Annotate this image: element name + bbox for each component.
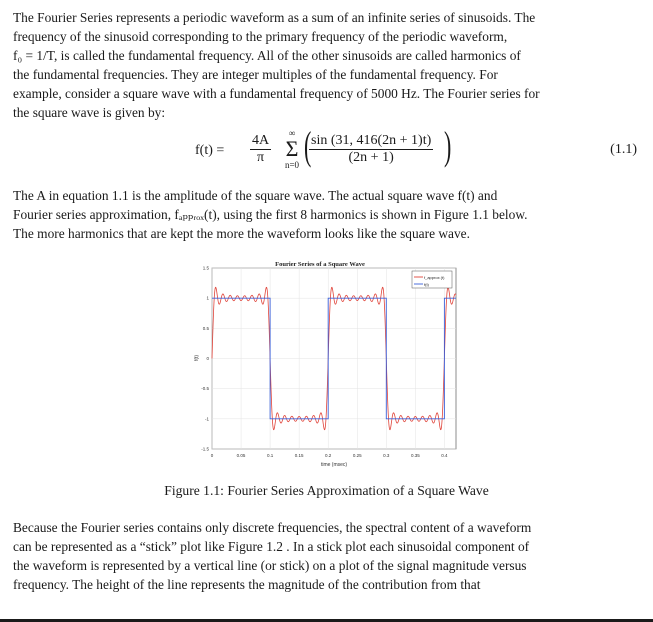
left-parenthesis: ( (303, 123, 312, 168)
intro-paragraph (13, 8, 641, 122)
text-line: Because the Fourier series contains only discrete frequencies, the spectral content of a waveform (13, 520, 532, 535)
fourier-equation (195, 123, 495, 180)
coefficient-fraction (250, 133, 271, 166)
text-line: The Fourier Series represents a periodic waveform as a sum of an infinite series of sinusoids. The (13, 10, 536, 25)
y-tick-label: 1 (206, 295, 209, 301)
coefficient-denominator: π (257, 150, 265, 165)
y-tick-labels (201, 266, 209, 452)
text-line: f₀ = 1/T, is called the fundamental frequency. All of the other sinusoids are called harmonics of (13, 48, 521, 63)
term-fraction (309, 133, 433, 166)
x-tick-label: 0.1 (266, 453, 274, 458)
x-tick-label: 0.25 (352, 453, 362, 458)
y-tick-label: 1.5 (202, 265, 209, 271)
right-parenthesis: ) (443, 123, 452, 168)
x-tick-label: 0.3 (383, 453, 390, 458)
y-tick-label: -1 (204, 416, 209, 422)
text-line: the waveform is represented by a vertical line (or stick) on a plot of the signal magnitude versus (13, 558, 527, 573)
text-line: can be represented as a “stick” plot like Figure 1.2 . In a stick plot each sinusoidal component of (13, 539, 530, 554)
x-axis-label: time (msec) (320, 462, 348, 468)
second-paragraph (13, 186, 641, 243)
coefficient-numerator: 4A (252, 133, 270, 148)
x-tick-label: 0.15 (294, 453, 304, 458)
summation (277, 128, 307, 170)
y-tick-label: -1.5 (201, 446, 209, 452)
term-denominator: (2n + 1) (348, 150, 394, 165)
text-line: The more harmonics that are kept the more the waveform looks like the square wave. (13, 226, 470, 241)
y-tick-label: 0 (206, 356, 209, 361)
chart-legend (412, 271, 452, 288)
text-line: the square wave is given by: (13, 105, 166, 120)
chart-title: Fourier Series of a Square Wave (275, 261, 365, 268)
third-paragraph (13, 518, 641, 594)
x-tick-labels (211, 453, 448, 458)
text-line: example, consider a square wave with a fundamental frequency of 5000 Hz. The Fourier series for (13, 86, 540, 101)
x-tick-label: 0 (210, 453, 214, 458)
x-tick-label: 0.35 (410, 453, 420, 458)
legend-label-approx: f_approx (t) (424, 275, 445, 280)
y-tick-label: 0.5 (202, 325, 209, 331)
text-line: frequency. The height of the line represents the magnitude of the contribution from that (13, 577, 481, 592)
text-line: Fourier series approximation, fₐₚₚᵣₒₓ(t), using the first 8 harmonics is shown in Figure 1.1 below. (13, 207, 528, 222)
text-line: the fundamental frequencies. They are integer multiples of the fundamental frequency. For (13, 67, 498, 82)
figure-caption: Figure 1.1: Fourier Series Approximation of a Square Wave (164, 483, 489, 498)
summation-upper-limit: ∞ (288, 128, 296, 138)
y-axis-label: f(t) (194, 354, 200, 362)
x-tick-label: 0.05 (236, 453, 246, 458)
equation-lhs: f(t) = (195, 143, 225, 158)
y-tick-label: -0.5 (201, 386, 209, 392)
text-line: The A in equation 1.1 is the amplitude of the square wave. The actual square wave f(t) and (13, 188, 498, 203)
summation-symbol: Σ (285, 136, 299, 161)
x-tick-label: 0.4 (441, 453, 448, 458)
text-line: frequency of the sinusoid corresponding to the primary frequency of the periodic waveform, (13, 29, 508, 44)
x-tick-label: 0.2 (325, 453, 332, 458)
term-numerator: sin (31, 416(2n + 1)t) (311, 133, 432, 148)
legend-label-ft: f(t) (424, 282, 429, 287)
summation-lower-limit: n=0 (284, 160, 300, 170)
equation-number: (1.1) (610, 142, 637, 157)
square-wave-chart (190, 255, 460, 475)
